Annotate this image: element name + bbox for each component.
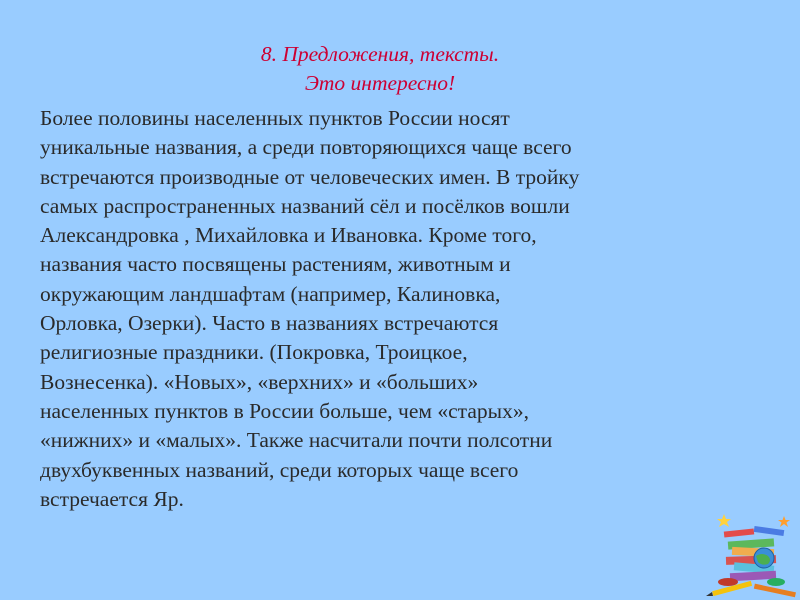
body-line: населенных пунктов в России больше, чем «старых», [40, 398, 529, 423]
body-line: Орловка, Озерки). Часто в названиях встречаются [40, 311, 499, 336]
body-line: Александровка , Михайловка и Ивановка. Кроме того, [40, 223, 537, 248]
body-line: Вознесенка). «Новых», «верхних» и «больших» [40, 369, 479, 394]
body-line: двухбуквенных названий, среди которых чаще всего [40, 457, 519, 482]
body-line: встречается Яр. [40, 486, 184, 511]
body-line: уникальные названия, а среди повторяющихся чаще всего [40, 135, 572, 160]
books-stack-icon [706, 510, 800, 600]
body-line: религиозные праздники. (Покровка, Троицкое, [40, 340, 468, 365]
slide-body-text [40, 104, 740, 514]
body-line: названия часто посвящены растениям, животным и [40, 252, 511, 277]
body-line: Более половины населенных пунктов России носят [40, 106, 510, 130]
body-line: самых распространенных названий сёл и посёлков вошли [40, 193, 570, 218]
body-line: окружающим ландшафтам (например, Калиновка, [40, 281, 501, 306]
body-line: «нижних» и «малых». Также насчитали почти полсотни [40, 428, 553, 453]
slide-heading [190, 40, 570, 98]
body-line: встречаются производные от человеческих имен. В тройку [40, 164, 580, 189]
heading-line-1: 8. Предложения, тексты. [260, 42, 500, 66]
heading-line-2: Это интересно! [304, 71, 456, 95]
